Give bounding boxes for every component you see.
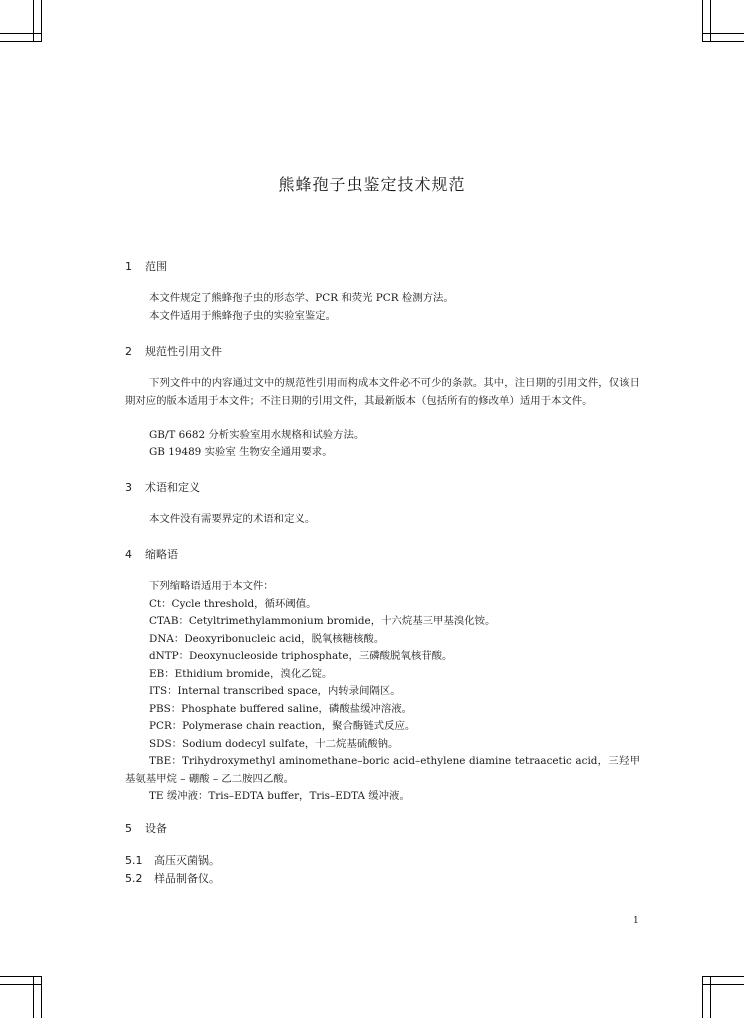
subsection-text: 样品制备仪。 xyxy=(154,872,220,885)
section-title: 缩略语 xyxy=(145,548,178,561)
section-number: 3 xyxy=(125,481,132,494)
crop-mark-bottom-right-h2 xyxy=(702,984,744,985)
section-title: 规范性引用文件 xyxy=(145,345,222,358)
crop-mark-top-left-v2 xyxy=(41,0,42,42)
crop-mark-bottom-left-v2 xyxy=(41,976,42,1018)
abbreviation-item: PCR：Polymerase chain reaction，聚合酶链式反应。 xyxy=(149,720,416,732)
section-heading-normative-references xyxy=(125,343,222,359)
crop-mark-bottom-left-h2 xyxy=(0,984,42,985)
section-number: 4 xyxy=(125,548,132,561)
abbreviation-item: TE 缓冲液：Tris–EDTA buffer，Tris–EDTA 缓冲液。 xyxy=(149,790,410,802)
abbreviation-item: EB：Ethidium bromide，溴化乙锭。 xyxy=(149,668,333,680)
page-number: 1 xyxy=(633,916,639,926)
crop-mark-bottom-right-v xyxy=(702,976,703,1018)
reference-item: GB/T 6682 分析实验室用水规格和试验方法。 xyxy=(149,429,365,441)
paragraph: 本文件适用于熊蜂孢子虫的实验室鉴定。 xyxy=(149,310,337,322)
subsection-5-1 xyxy=(125,852,220,868)
crop-mark-top-right-h xyxy=(702,33,744,34)
subsection-number: 5.2 xyxy=(125,872,143,885)
section-heading-equipment xyxy=(125,820,167,836)
abbreviation-item: ITS：Internal transcribed space，内转录间隔区。 xyxy=(149,685,401,697)
paragraph: 本文件没有需要界定的术语和定义。 xyxy=(149,513,316,525)
crop-mark-top-left-v xyxy=(33,0,34,42)
crop-mark-top-right-v xyxy=(702,0,703,42)
paragraph: 下列文件中的内容通过文中的规范性引用而构成本文件必不可少的条款。其中，注日期的引用文件，仅该日期对应的版本适用于本文件；不注日期的引用文件，其最新版本（包括所有的修改单）适用于本文件。 xyxy=(125,377,640,407)
reference-item: GB 19489 实验室 生物安全通用要求。 xyxy=(149,446,333,458)
section-number: 2 xyxy=(125,345,132,358)
abbreviation-item: TBE：Trihydroxymethyl aminomethane–boric acid–ethylene diamine tetraacetic acid，三羟甲基氨基甲烷 – 硼酸 – 乙二胺四乙酸。 xyxy=(125,755,640,785)
crop-mark-top-left-h2 xyxy=(0,41,42,42)
section-heading-abbreviations xyxy=(125,546,178,562)
abbreviation-item: Ct：Cycle threshold，循环阈值。 xyxy=(149,598,317,610)
document-title: 熊蜂孢子虫鉴定技术规范 xyxy=(278,175,466,194)
section-heading-terms xyxy=(125,479,200,495)
crop-mark-bottom-left-v xyxy=(33,976,34,1018)
crop-mark-top-right-v2 xyxy=(710,0,711,42)
subsection-text: 高压灭菌锅。 xyxy=(154,854,220,867)
crop-mark-top-left-h xyxy=(0,33,42,34)
crop-mark-bottom-right-v2 xyxy=(710,976,711,1018)
crop-mark-bottom-left-h xyxy=(0,976,42,977)
section-title: 术语和定义 xyxy=(145,481,200,494)
abbreviation-item: dNTP：Deoxynucleoside triphosphate，三磷酸脱氧核苷酸。 xyxy=(149,650,453,662)
crop-mark-bottom-right-h xyxy=(702,976,744,977)
section-number: 1 xyxy=(125,260,132,273)
paragraph: 本文件规定了熊蜂孢子虫的形态学、PCR 和荧光 PCR 检测方法。 xyxy=(149,292,454,304)
abbreviation-item: DNA：Deoxyribonucleic acid，脱氧核糖核酸。 xyxy=(149,633,385,645)
section-number: 5 xyxy=(125,822,132,835)
abbreviation-item: SDS：Sodium dodecyl sulfate，十二烷基硫酸钠。 xyxy=(149,738,399,750)
subsection-5-2 xyxy=(125,870,220,886)
abbreviation-item: CTAB：Cetyltrimethylammonium bromide，十六烷基三甲基溴化铵。 xyxy=(149,615,496,627)
section-title: 设备 xyxy=(145,822,167,835)
abbreviation-item: PBS：Phosphate buffered saline，磷酸盐缓冲溶液。 xyxy=(149,703,413,715)
crop-mark-top-right-h2 xyxy=(702,41,744,42)
paragraph: 下列缩略语适用于本文件： xyxy=(149,580,274,592)
section-heading-scope xyxy=(125,258,167,274)
section-title: 范围 xyxy=(145,260,167,273)
subsection-number: 5.1 xyxy=(125,854,143,867)
